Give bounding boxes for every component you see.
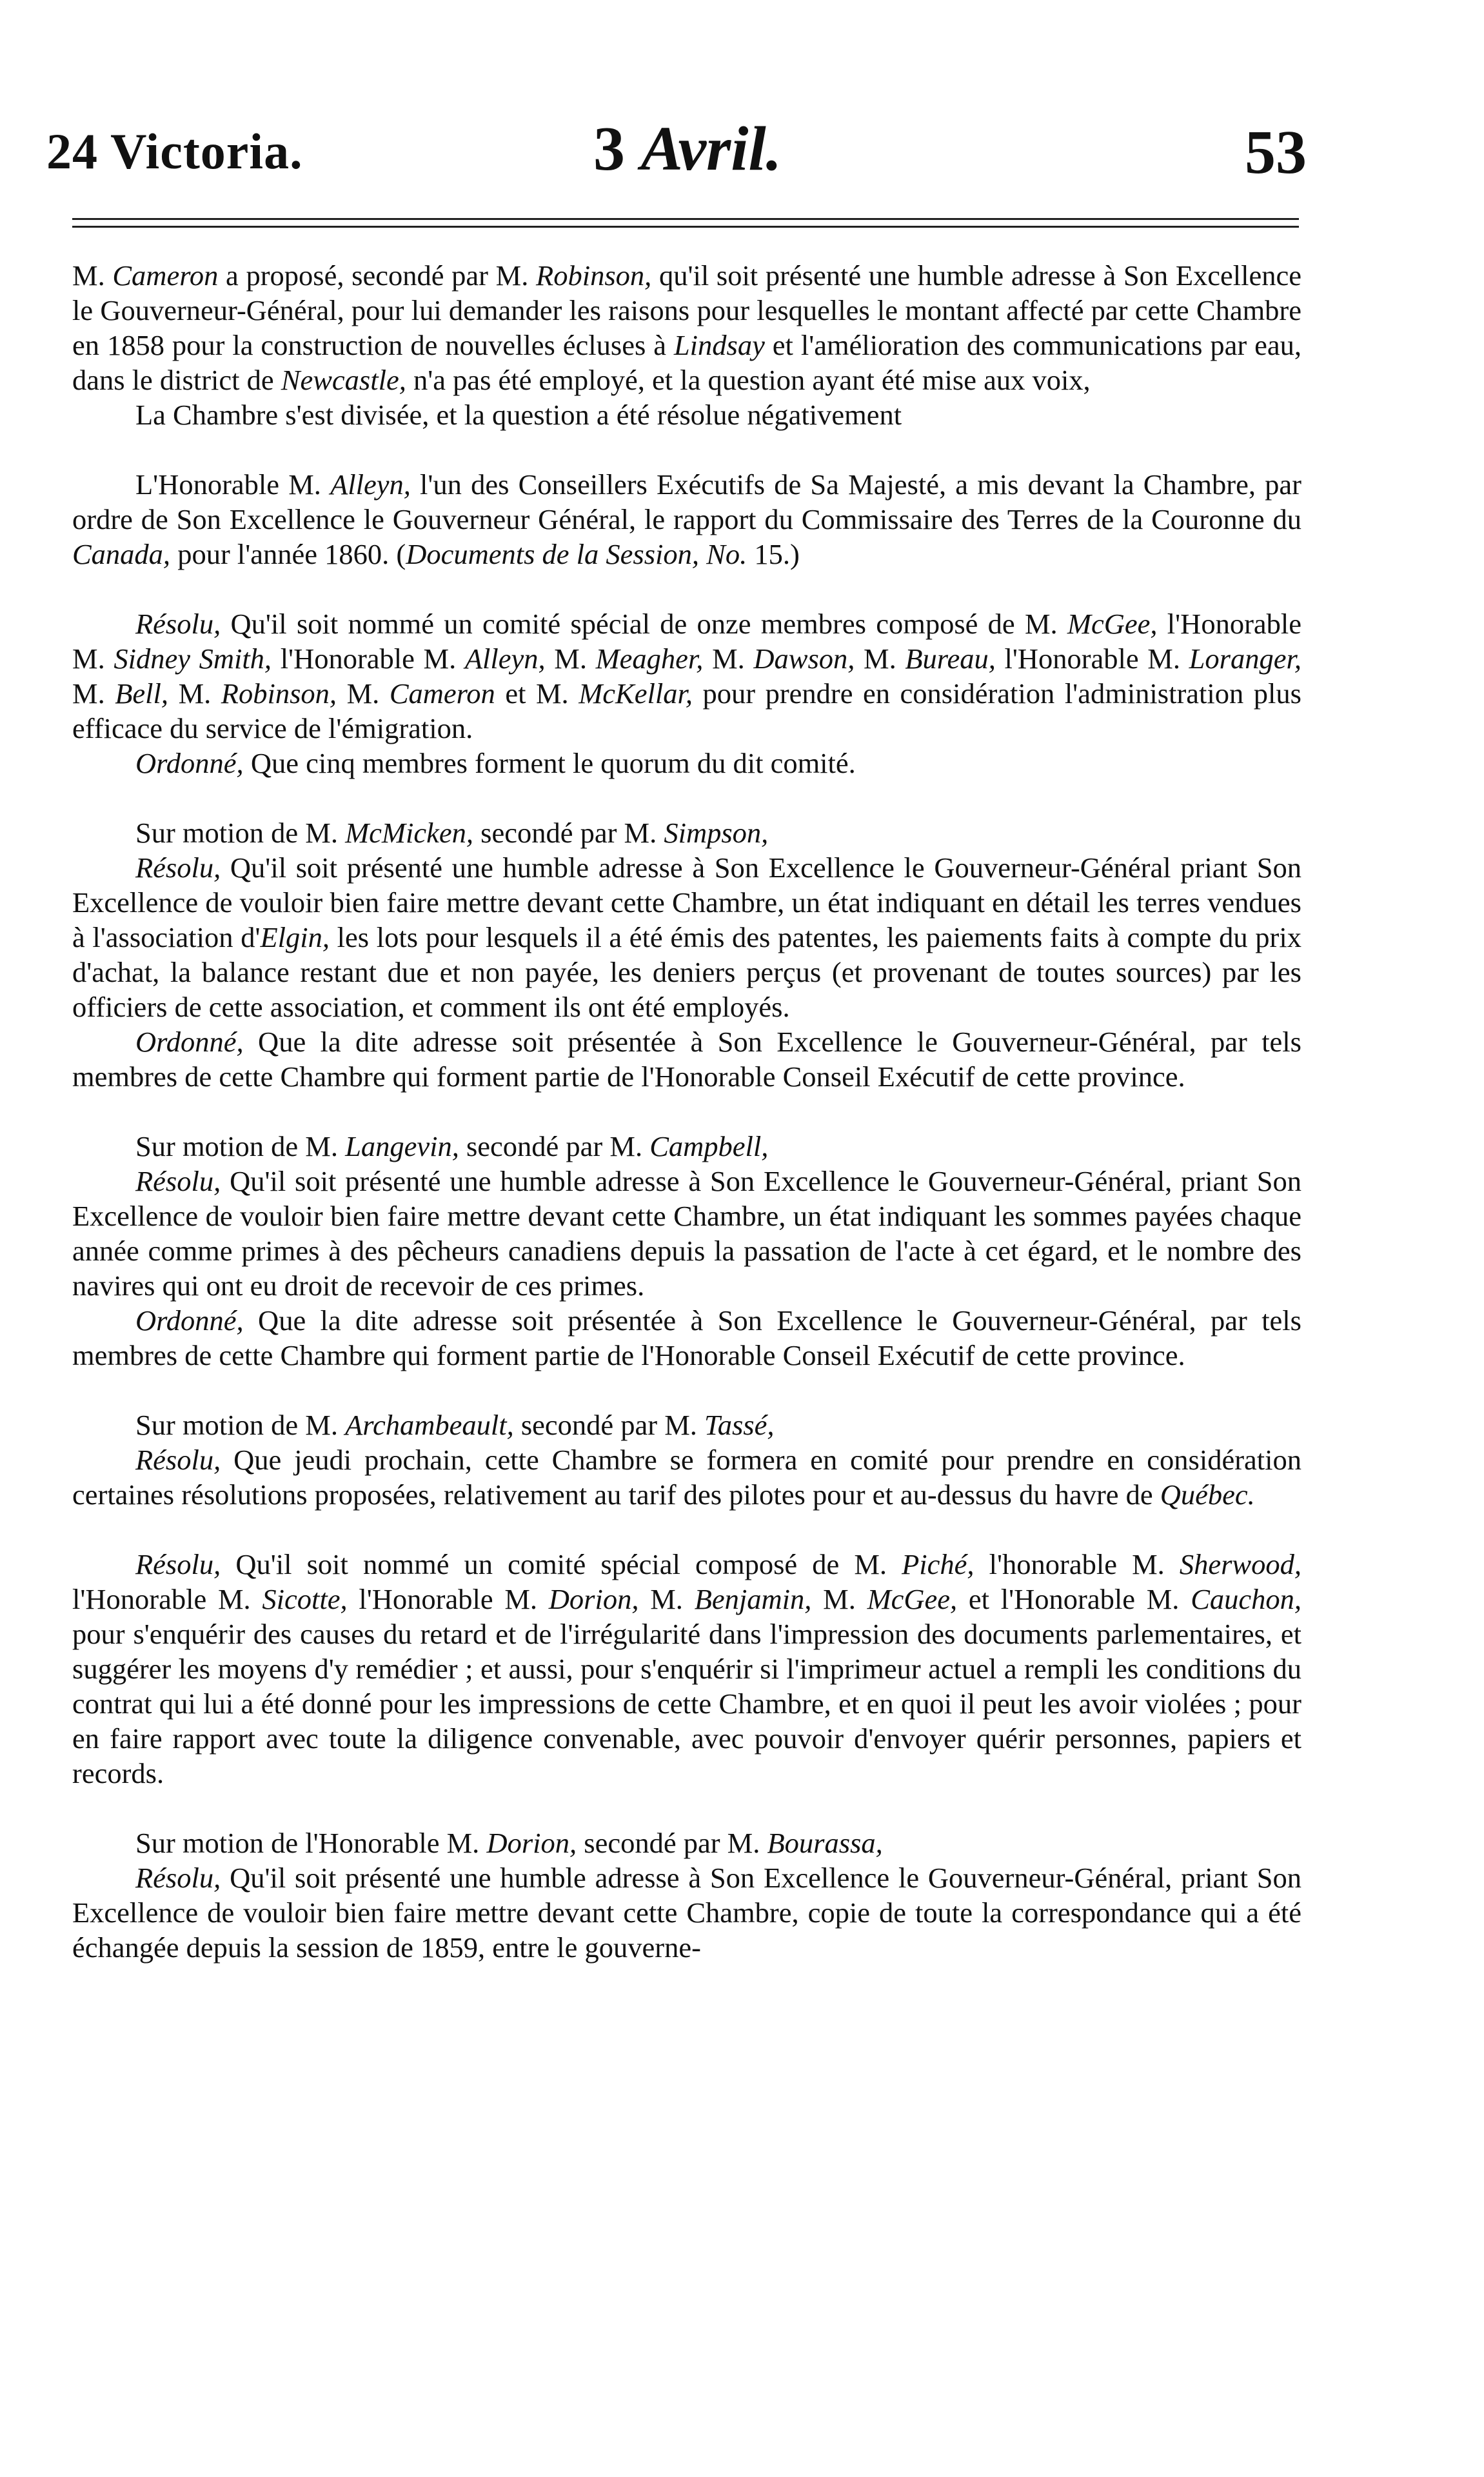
text-run: et M.: [495, 677, 579, 710]
paragraph: [72, 815, 1301, 850]
italic-run: Alleyn,: [330, 468, 411, 501]
text-run: qu'il soit présenté une humble adresse à Son Excellence le Gouverneur-Général, pour lui demander les raisons pour lesquelles le montant affecté par cette Chambre en 1858 pour la construction de nouvelles écluses à: [72, 259, 1301, 361]
text-run: secondé par M.: [577, 1827, 767, 1859]
italic-run: McKellar,: [579, 677, 693, 710]
italic-run: Sidney Smith,: [114, 642, 272, 675]
text-run: et l'amélioration des communications par eau, dans le district de: [72, 329, 1302, 396]
italic-run: Résolu,: [135, 851, 221, 884]
entry-cameron: [72, 258, 1301, 432]
text-run: L'Honorable M.: [135, 468, 331, 501]
italic-run: Meagher,: [595, 642, 704, 675]
italic-run: Tassé,: [704, 1409, 775, 1441]
text-run: 15.): [747, 538, 800, 570]
italic-run: Ordonné,: [135, 1304, 244, 1337]
header-rule-bottom: [72, 226, 1299, 228]
italic-run: Robinson,: [221, 677, 337, 710]
paragraph: [72, 1408, 1301, 1442]
paragraph: [72, 1825, 1301, 1860]
text-run: M.: [855, 642, 905, 675]
text-run: Qu'il soit présenté une humble adresse à Son Excellence le Gouverneur-Général, priant Son Excellence de vouloir bien faire mettre devant cette Chambre, copie de toute la correspondance qui a été échangée depuis la session de 1859, entre le gouverne-: [72, 1862, 1301, 1964]
italic-run: Cameron: [389, 677, 495, 710]
text-run: Qu'il soit présenté une humble adresse à Son Excellence le Gouverneur-Général, priant Son Excellence de vouloir bien faire mettre devant cette Chambre, un état indiquant les sommes payées chaque année comme primes à des pêcheurs canadiens depuis la passation de l'acte à cet égard, et le nombre des navires qui ont eu droit de recevoir de ces primes.: [72, 1165, 1301, 1302]
text-run: et l'Honorable M.: [957, 1583, 1191, 1615]
italic-run: Dorion,: [486, 1827, 577, 1859]
text-run: l'honorable M.: [974, 1548, 1180, 1580]
italic-run: Canada,: [72, 538, 171, 570]
italic-run: Résolu,: [135, 1165, 221, 1197]
date-day: 3: [593, 114, 625, 184]
paragraph: [72, 258, 1301, 397]
italic-run: Résolu,: [135, 1444, 221, 1476]
text-run: l'Honorable M.: [72, 1583, 262, 1615]
text-run: M.: [72, 259, 113, 292]
italic-run: Ordonné,: [135, 747, 244, 779]
italic-run: Québec.: [1160, 1478, 1255, 1511]
paragraph: [72, 850, 1301, 1024]
text-run: M.: [703, 642, 754, 675]
text-run: pour s'enquérir des causes du retard et de l'irrégularité dans l'impression des documents parlementaires, et suggérer les moyens d'y remédier ; et aussi, pour s'enquérir si l'imprimeur actuel a rempli les conditions du contrat qui lui a été donné pour les impressions de cette Chambre, et en quoi il peut les avoir violées ; pour en faire rapport avec toute la diligence convenable, avec pouvoir d'envoyer quérir personnes, papiers et records.: [72, 1618, 1301, 1789]
italic-run: Cauchon,: [1191, 1583, 1301, 1615]
paragraph: [72, 1547, 1301, 1791]
entry-dorion-motion: [72, 1825, 1301, 1965]
italic-run: Sherwood,: [1179, 1548, 1301, 1580]
text-run: l'Honorable M.: [995, 642, 1189, 675]
paragraph: [72, 397, 1301, 432]
entry-archambeault-motion: [72, 1408, 1301, 1512]
text-run: M.: [811, 1583, 867, 1615]
text-run: M.: [168, 677, 221, 710]
paragraph: [72, 1303, 1301, 1373]
italic-run: Simpson,: [664, 817, 769, 849]
text-run: l'un des Conseillers Exécutifs de Sa Majesté, a mis devant la Chambre, par ordre de Son Excellence le Gouverneur Général, le rapport du Commissaire des Terres de la Couronne du: [72, 468, 1301, 535]
running-header: [0, 0, 1484, 206]
text-run: a proposé, secondé par M.: [218, 259, 537, 292]
text-run: Que la dite adresse soit présentée à Son Excellence le Gouverneur-Général, par tels membres de cette Chambre qui forment partie de l'Honorable Conseil Exécutif de cette province.: [72, 1304, 1301, 1371]
text-run: M.: [545, 642, 596, 675]
text-run: l'Honorable M.: [72, 608, 1301, 675]
italic-run: Archambeault,: [345, 1409, 514, 1441]
italic-run: Bell,: [115, 677, 169, 710]
text-run: secondé par M.: [459, 1130, 650, 1162]
text-run: La Chambre s'est divisée, et la question a été résolue négativement: [135, 399, 902, 431]
text-run: Sur motion de M.: [135, 1409, 346, 1441]
text-run: Que la dite adresse soit présentée à Son Excellence le Gouverneur-Général, par tels membres de cette Chambre qui forment partie de l'Honorable Conseil Exécutif de cette province.: [72, 1026, 1301, 1093]
italic-run: Loranger,: [1189, 642, 1301, 675]
text-run: M.: [337, 677, 390, 710]
text-run: pour prendre en considération l'administration plus efficace du service de l'émigration.: [72, 677, 1301, 744]
italic-run: Dawson,: [753, 642, 855, 675]
paragraph: [72, 1129, 1301, 1164]
paragraph: [72, 746, 1301, 781]
paragraph: [72, 1164, 1301, 1303]
regnal-year: 24 Victoria.: [46, 123, 303, 179]
text-run: secondé par M.: [473, 817, 664, 849]
italic-run: Elgin,: [260, 921, 330, 953]
italic-run: Newcastle,: [281, 364, 406, 396]
italic-run: Langevin,: [345, 1130, 459, 1162]
text-run: Sur motion de M.: [135, 817, 346, 849]
text-run: Qu'il soit présenté une humble adresse à Son Excellence le Gouverneur-Général priant Son Excellence de vouloir bien faire mettre devant cette Chambre, un état indiquant en détail les terres vendues à l'association d': [72, 851, 1301, 953]
entry-emigration-committee: [72, 606, 1301, 781]
text-run: Que cinq membres forment le quorum du dit comité.: [243, 747, 856, 779]
text-run: Sur motion de M.: [135, 1130, 346, 1162]
italic-run: Documents de la Session, No.: [406, 538, 747, 570]
text-run: Sur motion de l'Honorable M.: [135, 1827, 487, 1859]
paragraph: [72, 1442, 1301, 1512]
italic-run: Cameron: [112, 259, 219, 292]
text-run: l'Honorable M.: [272, 642, 465, 675]
paragraph: [72, 467, 1301, 572]
italic-run: Dorion,: [548, 1583, 639, 1615]
entry-alleyn-report: [72, 467, 1301, 572]
italic-run: Bourassa,: [767, 1827, 883, 1859]
italic-run: Résolu,: [135, 1862, 221, 1894]
page-number: 53: [1245, 117, 1307, 186]
text-run: l'Honorable M.: [347, 1583, 549, 1615]
journal-body: [72, 258, 1301, 2000]
text-run: Qu'il soit nommé un comité spécial composé de M.: [221, 1548, 902, 1580]
italic-run: Ordonné,: [135, 1026, 244, 1058]
italic-run: Résolu,: [135, 1548, 221, 1580]
text-run: M.: [638, 1583, 695, 1615]
entry-langevin-motion: [72, 1129, 1301, 1373]
italic-run: Bureau,: [905, 642, 996, 675]
text-run: n'a pas été employé, et la question ayant été mise aux voix,: [406, 364, 1091, 396]
italic-run: McGee,: [867, 1583, 958, 1615]
paragraph: [72, 1024, 1301, 1094]
italic-run: Résolu,: [135, 608, 221, 640]
italic-run: Lindsay: [673, 329, 765, 361]
text-run: pour l'année 1860. (: [170, 538, 406, 570]
italic-run: McGee,: [1067, 608, 1158, 640]
italic-run: Sicotte,: [262, 1583, 348, 1615]
header-rule-top: [72, 218, 1299, 220]
text-run: Qu'il soit nommé un comité spécial de onze membres composé de M.: [221, 608, 1067, 640]
date-month: Avril.: [640, 114, 782, 184]
italic-run: Piché,: [902, 1548, 974, 1580]
italic-run: Alleyn,: [464, 642, 546, 675]
italic-run: Robinson,: [536, 259, 652, 292]
text-run: Que jeudi prochain, cette Chambre se formera en comité pour prendre en considération certaines résolutions proposées, relativement au tarif des pilotes pour et au-dessus du havre de: [72, 1444, 1301, 1511]
italic-run: Campbell,: [649, 1130, 769, 1162]
text-run: M.: [72, 677, 115, 710]
page-date: [593, 113, 782, 185]
italic-run: Benjamin,: [694, 1583, 812, 1615]
paragraph: [72, 1860, 1301, 1965]
entry-printing-committee: [72, 1547, 1301, 1791]
paragraph: [72, 606, 1301, 746]
text-run: les lots pour lesquels il a été émis des patentes, les paiements faits à compte du prix d'achat, la balance restant due et non payée, les deniers perçus (et provenant de toutes sources) par les officiers de cette association, et comment ils ont été employés.: [72, 921, 1301, 1023]
entry-mcmicken-motion: [72, 815, 1301, 1094]
italic-run: McMicken,: [345, 817, 473, 849]
text-run: secondé par M.: [513, 1409, 705, 1441]
